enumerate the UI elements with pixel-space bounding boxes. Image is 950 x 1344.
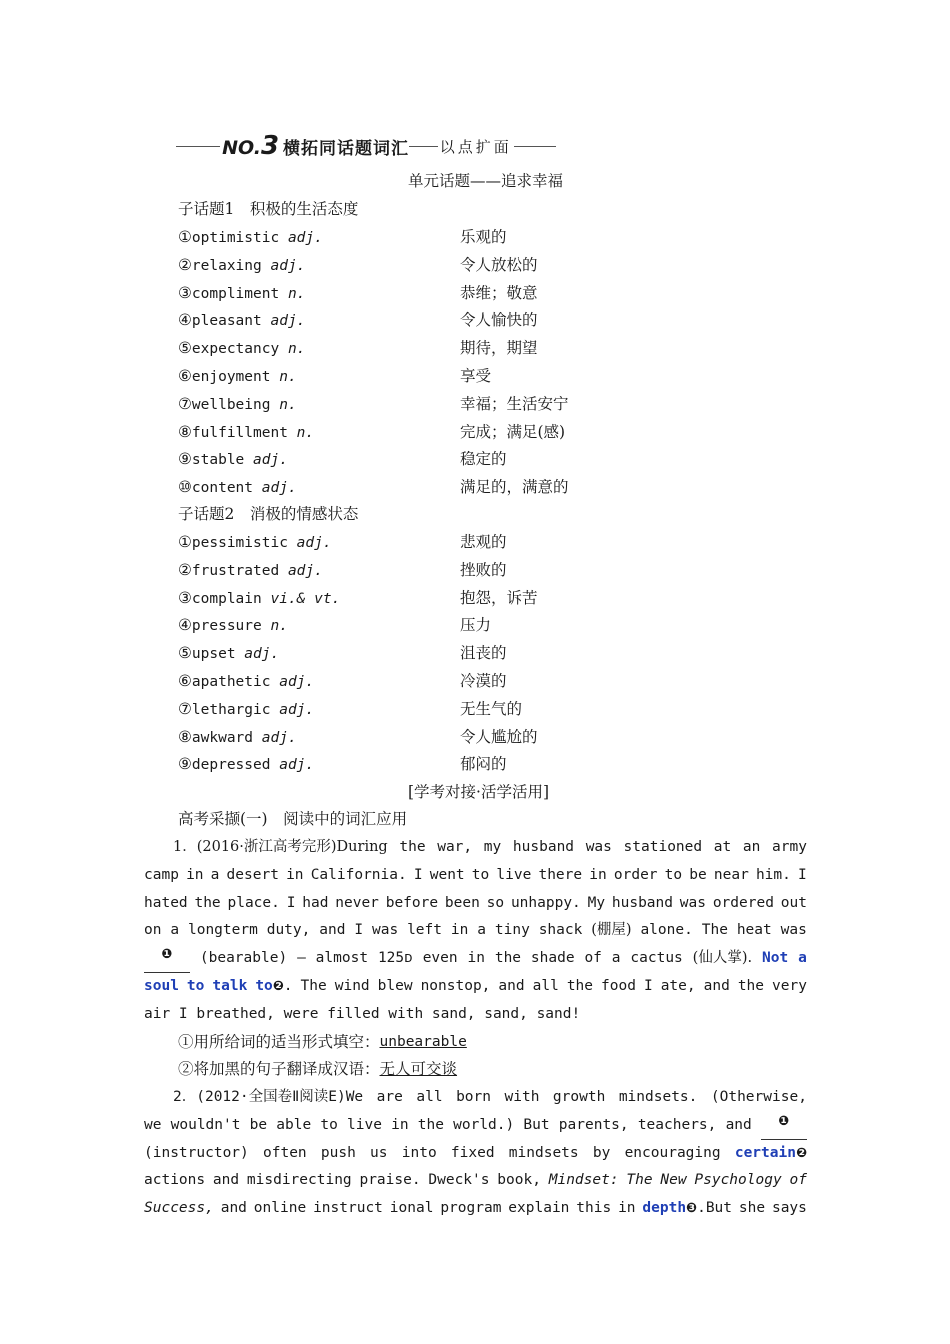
vocab-term: optimistic [191, 230, 280, 246]
word: ordered [712, 894, 774, 911]
word: left [407, 922, 442, 939]
word: My [587, 894, 606, 911]
header-rule-left [176, 146, 220, 147]
word: I [798, 866, 807, 883]
vocab-word [178, 668, 314, 695]
header-title: 横拓同话题词汇 [283, 138, 410, 159]
section-header [176, 132, 556, 160]
vocab-number: ⑤ [178, 644, 192, 663]
vocab-pos: adj. [244, 646, 280, 663]
vocab-number: ③ [178, 588, 192, 607]
vocab-pos: n. [287, 285, 306, 302]
vocab-word [178, 557, 323, 584]
passage-line [144, 890, 807, 918]
word: are [376, 1089, 403, 1105]
vocab-number: ⑥ [178, 367, 192, 385]
vocab-pos: adj. [296, 535, 332, 551]
marker-2: ❷ [795, 1145, 807, 1161]
vocab-pos: adj. [279, 757, 315, 774]
word: cactus [630, 950, 683, 967]
bold-word-group [735, 1140, 807, 1168]
word: a [477, 922, 486, 939]
word: sand, [431, 1005, 476, 1022]
word: my [483, 839, 502, 855]
vocab-meaning: 压力 [460, 616, 492, 635]
word: and [220, 1200, 247, 1217]
vocab-term: frustrated [191, 562, 280, 579]
word: (Otherwise, [710, 1089, 807, 1105]
bold-word: Not [761, 950, 789, 967]
word: in [589, 866, 607, 883]
word: of [584, 950, 602, 967]
vocab-number: ④ [178, 311, 192, 330]
vocab-pos: n. [279, 396, 297, 413]
word: Dweck's [428, 1172, 490, 1189]
vocab-pos: adj. [279, 701, 315, 718]
subtopic2-title: 子话题2 消极的情感状态 [178, 505, 359, 523]
word: mindsets. [618, 1089, 698, 1105]
vocab-pos: adj. [261, 480, 297, 497]
word: sand, [484, 1005, 528, 1022]
word: 1．(2016·浙江高考完形)During [144, 839, 388, 855]
bold-word: to [255, 977, 273, 994]
vocab-meaning: 冷漠的 [460, 672, 507, 690]
word: push [320, 1144, 356, 1161]
vocab-pos: adj. [287, 562, 323, 579]
word: very [772, 977, 807, 994]
vocab-number: ⑦ [178, 699, 192, 718]
question-2-label: ②将加黑的句子翻译成汉语： [178, 1060, 380, 1079]
practice-label: [学考对接·活学活用] [408, 783, 550, 801]
word: in [618, 1200, 636, 1217]
word: But [523, 1116, 550, 1133]
vocab-term: lethargic [191, 701, 271, 718]
vocab-word [178, 612, 288, 639]
passage-1 [144, 834, 807, 1084]
vocab-word [178, 474, 297, 501]
vocab-term: relaxing [191, 257, 262, 274]
word: and [212, 1172, 240, 1189]
word: the [566, 977, 594, 994]
word: the [194, 894, 221, 911]
italic-word: New [660, 1172, 687, 1189]
passage-line [144, 973, 807, 1001]
vocab-word [178, 529, 332, 556]
word: place. [227, 894, 280, 911]
passage-line [144, 1195, 807, 1223]
vocab-number: ⑥ [178, 672, 192, 690]
word: food [601, 977, 636, 994]
word: praise. [359, 1172, 421, 1189]
vocab-term: fulfillment [191, 424, 288, 441]
word: the [399, 839, 426, 855]
passage-line [144, 1140, 807, 1168]
vocab-word [178, 724, 297, 751]
passage-line [144, 1001, 807, 1029]
word: instruct [313, 1200, 383, 1217]
passage-line [144, 1112, 807, 1140]
word: (棚屋) [591, 922, 632, 939]
word: nonstop, [420, 977, 491, 994]
vocab-meaning: 挫败的 [460, 560, 507, 579]
word: heat [736, 922, 772, 939]
word: so [486, 894, 505, 911]
marker-2: ❷ [272, 978, 284, 994]
question-2-answer: 无人可交谈 [379, 1060, 458, 1079]
word: order [613, 866, 658, 883]
answer-blank-2[interactable]: ❶ [761, 1112, 807, 1140]
word: live [496, 866, 532, 883]
word: and [725, 1116, 752, 1133]
italic-word: of [789, 1172, 807, 1189]
vocab-term: apathetic [191, 674, 271, 690]
word: .But [697, 1200, 733, 1217]
passage-line [144, 834, 807, 862]
italic-word: The [626, 1172, 653, 1189]
vocab-word [178, 391, 297, 418]
subtopic1-title: 子话题1 积极的生活态度 [178, 200, 359, 218]
word: was [679, 894, 706, 911]
word: the [417, 1116, 444, 1133]
word: longterm [187, 922, 258, 939]
word: out [780, 894, 807, 911]
vocab-pos: adj. [253, 452, 288, 469]
vocab-number: ⑤ [178, 339, 192, 358]
word: book, [497, 1172, 541, 1189]
word: duty, [266, 922, 311, 939]
passage-line [144, 1084, 807, 1112]
vocab-number: ② [178, 255, 192, 274]
header-number: NO.3 [222, 131, 280, 161]
word: never [335, 894, 379, 911]
word: alone. [640, 922, 693, 939]
vocab-meaning: 令人愉快的 [460, 311, 538, 330]
vocab-term: pessimistic [191, 535, 288, 551]
unit-title: 单元话题——追求幸福 [408, 172, 564, 190]
vocab-meaning: 抱怨，诉苦 [460, 588, 538, 607]
word: war, [437, 839, 473, 855]
word: a [210, 866, 220, 883]
question-1-answer: unbearable [379, 1033, 467, 1050]
word: fixed [450, 1144, 495, 1161]
word: been [444, 894, 480, 911]
word: The [300, 977, 327, 994]
word: in [186, 866, 204, 883]
header-subtitle: 以点扩面 [439, 137, 512, 156]
word: at [713, 839, 732, 855]
vocab-meaning: 令人放松的 [460, 255, 538, 274]
header-rule-mid [409, 146, 438, 147]
vocab-meaning: 恭维；敬意 [460, 283, 538, 302]
word: online [253, 1200, 307, 1217]
answer-blank-1[interactable]: ❶ [144, 945, 190, 973]
word: we [144, 1116, 162, 1133]
vocab-number: ① [178, 533, 192, 551]
vocab-word [178, 252, 305, 279]
vocab-term: complain [191, 590, 262, 607]
vocab-pos: n. [296, 424, 315, 441]
vocab-pos: vi.& vt. [270, 590, 341, 607]
vocab-meaning: 完成；满足(感) [460, 422, 566, 441]
bold-word-group [642, 1195, 732, 1223]
vocab-term: pressure [191, 618, 262, 635]
word: 125ᴅ [377, 950, 413, 967]
section-title: 高考采撷(一) 阅读中的词汇应用 [178, 810, 408, 828]
vocab-word [178, 585, 340, 612]
vocab-number: ⑧ [178, 422, 192, 441]
question-1 [144, 1029, 807, 1057]
vocab-term: stable [191, 452, 245, 469]
word: this [576, 1200, 612, 1217]
vocab-number: ② [178, 560, 192, 579]
vocab-term: awkward [191, 729, 254, 746]
vocab-meaning: 乐观的 [460, 228, 507, 246]
word: into [401, 1144, 437, 1161]
word: blew [377, 977, 413, 994]
word: air [144, 1005, 171, 1022]
vocab-term: content [191, 480, 254, 497]
word: to [320, 1116, 338, 1133]
vocab-number: ⑨ [178, 450, 192, 469]
bold-word: soul [144, 977, 179, 994]
word: husband [611, 894, 673, 911]
vocab-number: ⑩ [178, 478, 192, 497]
vocab-word [178, 363, 297, 390]
word: with [388, 1005, 424, 1022]
word: world.) [453, 1116, 515, 1133]
vocab-word [178, 335, 305, 362]
word: ate, [660, 977, 696, 994]
word: often [263, 1144, 307, 1161]
word: I [643, 977, 653, 994]
vocab-pos: n. [270, 618, 288, 635]
vocab-meaning: 满足的，满意的 [460, 478, 569, 497]
italic-word: Psychology [694, 1172, 782, 1189]
word: California. [310, 866, 407, 883]
word: tiny [494, 922, 530, 939]
vocab-word [178, 280, 305, 307]
vocab-term: expectancy [191, 341, 280, 358]
word: growth [552, 1089, 606, 1105]
question-1-label: ①用所给词的适当形式填空： [178, 1032, 380, 1051]
word: the [494, 950, 522, 967]
vocab-word [178, 419, 314, 446]
passage-line [144, 862, 807, 890]
word: sand! [536, 1005, 581, 1022]
vocab-word [178, 640, 279, 667]
word: I [354, 922, 364, 939]
word: desert [226, 866, 279, 883]
vocab-pos: adj. [261, 729, 297, 746]
word: before [385, 894, 439, 911]
vocab-word [178, 751, 314, 778]
word: army [772, 839, 807, 855]
word: be [689, 866, 707, 883]
word: by [592, 1144, 611, 1161]
bold-word: a [798, 950, 807, 967]
word: on [144, 922, 162, 939]
word: shack [538, 922, 583, 939]
word: The [701, 922, 728, 939]
word: went [429, 866, 465, 883]
word: mindsets [508, 1144, 579, 1161]
word: I [286, 894, 296, 911]
vocab-meaning: 郁闷的 [460, 755, 507, 774]
passage-2 [144, 1084, 807, 1223]
vocab-pos: n. [279, 369, 297, 385]
word: parents, [558, 1116, 629, 1133]
word: a [170, 922, 180, 939]
word: (instructor) [144, 1144, 249, 1161]
vocab-meaning: 令人尴尬的 [460, 727, 538, 746]
vocab-pos: adj. [270, 257, 306, 274]
vocab-meaning: 期待，期望 [460, 339, 538, 358]
word: and [319, 922, 346, 939]
header-rule-right [514, 146, 556, 147]
word: the [737, 977, 765, 994]
bold-word: talk [212, 977, 248, 994]
vocab-pos: adj. [287, 230, 323, 246]
word: was [780, 922, 807, 939]
vocab-term: compliment [191, 285, 280, 302]
vocab-number: ① [178, 228, 192, 246]
vocab-pos: adj. [279, 674, 315, 690]
word: in [467, 950, 485, 967]
word: 2．(2012·全国卷Ⅱ阅读E)We [144, 1089, 364, 1105]
word: explain [508, 1200, 570, 1217]
word: had [302, 894, 329, 911]
word: to [471, 866, 490, 883]
word: in [450, 922, 469, 939]
vocab-meaning: 悲观的 [460, 533, 507, 551]
word: all [532, 977, 559, 994]
word: ional [389, 1200, 434, 1217]
word: breathed, [196, 1005, 275, 1022]
vocab-meaning: 无生气的 [460, 699, 523, 718]
word: hated [144, 894, 188, 911]
word: and [703, 977, 730, 994]
word: encouraging [624, 1144, 721, 1161]
word: — [297, 950, 306, 967]
word: almost [315, 950, 369, 967]
vocab-number: ⑦ [178, 394, 192, 413]
word: says [771, 1200, 807, 1217]
vocab-word [178, 696, 314, 723]
vocab-number: ⑨ [178, 755, 192, 774]
word: (bearable) [199, 950, 288, 967]
word: in [391, 1116, 409, 1133]
word: live [347, 1116, 382, 1133]
vocab-number: ③ [178, 283, 192, 302]
word: all [416, 1089, 443, 1105]
vocab-term: wellbeing [191, 396, 271, 413]
vocab-term: pleasant [191, 313, 262, 330]
vocab-meaning: 稳定的 [460, 450, 507, 469]
word: actions [144, 1172, 206, 1189]
word: even [422, 950, 458, 967]
word: was [371, 922, 399, 939]
word: I [178, 1005, 188, 1022]
vocab-term: depressed [191, 757, 271, 774]
marker-3: ❸ [686, 1201, 698, 1217]
vocab-word [178, 446, 288, 473]
word: him. [755, 866, 791, 883]
word: able [276, 1116, 312, 1133]
vocab-word [178, 224, 323, 251]
vocab-meaning: 幸福；生活安宁 [460, 394, 569, 413]
word: . [283, 977, 293, 994]
word: misdirecting [246, 1172, 352, 1189]
bold-word: to [186, 977, 205, 994]
word: with [504, 1089, 540, 1105]
word: were [283, 1005, 319, 1022]
word: stationed [623, 839, 703, 855]
word: a [611, 950, 621, 967]
vocab-term: upset [191, 646, 236, 663]
word: (仙人掌). [692, 950, 753, 967]
word: wind [334, 977, 370, 994]
word: was [585, 839, 612, 855]
word: husband [512, 839, 575, 855]
vocab-number: ⑧ [178, 727, 192, 746]
word: to [664, 866, 683, 883]
vocab-number: ④ [178, 616, 192, 635]
word: teachers, [637, 1116, 717, 1133]
word: near [713, 866, 749, 883]
question-2 [144, 1056, 807, 1084]
word: us [370, 1144, 388, 1161]
word: and [498, 977, 525, 994]
passage-line [144, 1167, 807, 1195]
word: an [742, 839, 761, 855]
word: filled [327, 1005, 380, 1022]
word: unhappy. [510, 894, 581, 911]
passage-line [144, 917, 807, 945]
word: there [538, 866, 583, 883]
passage-line [144, 945, 807, 973]
italic-word: Success, [144, 1200, 214, 1217]
word: in [286, 866, 304, 883]
word: she [738, 1200, 766, 1217]
word: born [456, 1089, 491, 1105]
word: wouldn't [170, 1116, 241, 1133]
vocab-meaning: 享受 [460, 367, 492, 385]
italic-word: Mindset: [548, 1172, 619, 1189]
bold-word: certain [734, 1144, 796, 1161]
vocab-meaning: 沮丧的 [460, 644, 507, 663]
vocab-word [178, 307, 305, 334]
vocab-pos: n. [287, 341, 306, 358]
vocab-term: enjoyment [191, 369, 271, 385]
word: I [413, 866, 423, 883]
vocab-pos: adj. [270, 313, 306, 330]
word: shade [530, 950, 575, 967]
word: camp [144, 866, 179, 883]
word: be [249, 1116, 268, 1133]
bold-word: depth [642, 1200, 687, 1217]
word: program [440, 1200, 502, 1217]
